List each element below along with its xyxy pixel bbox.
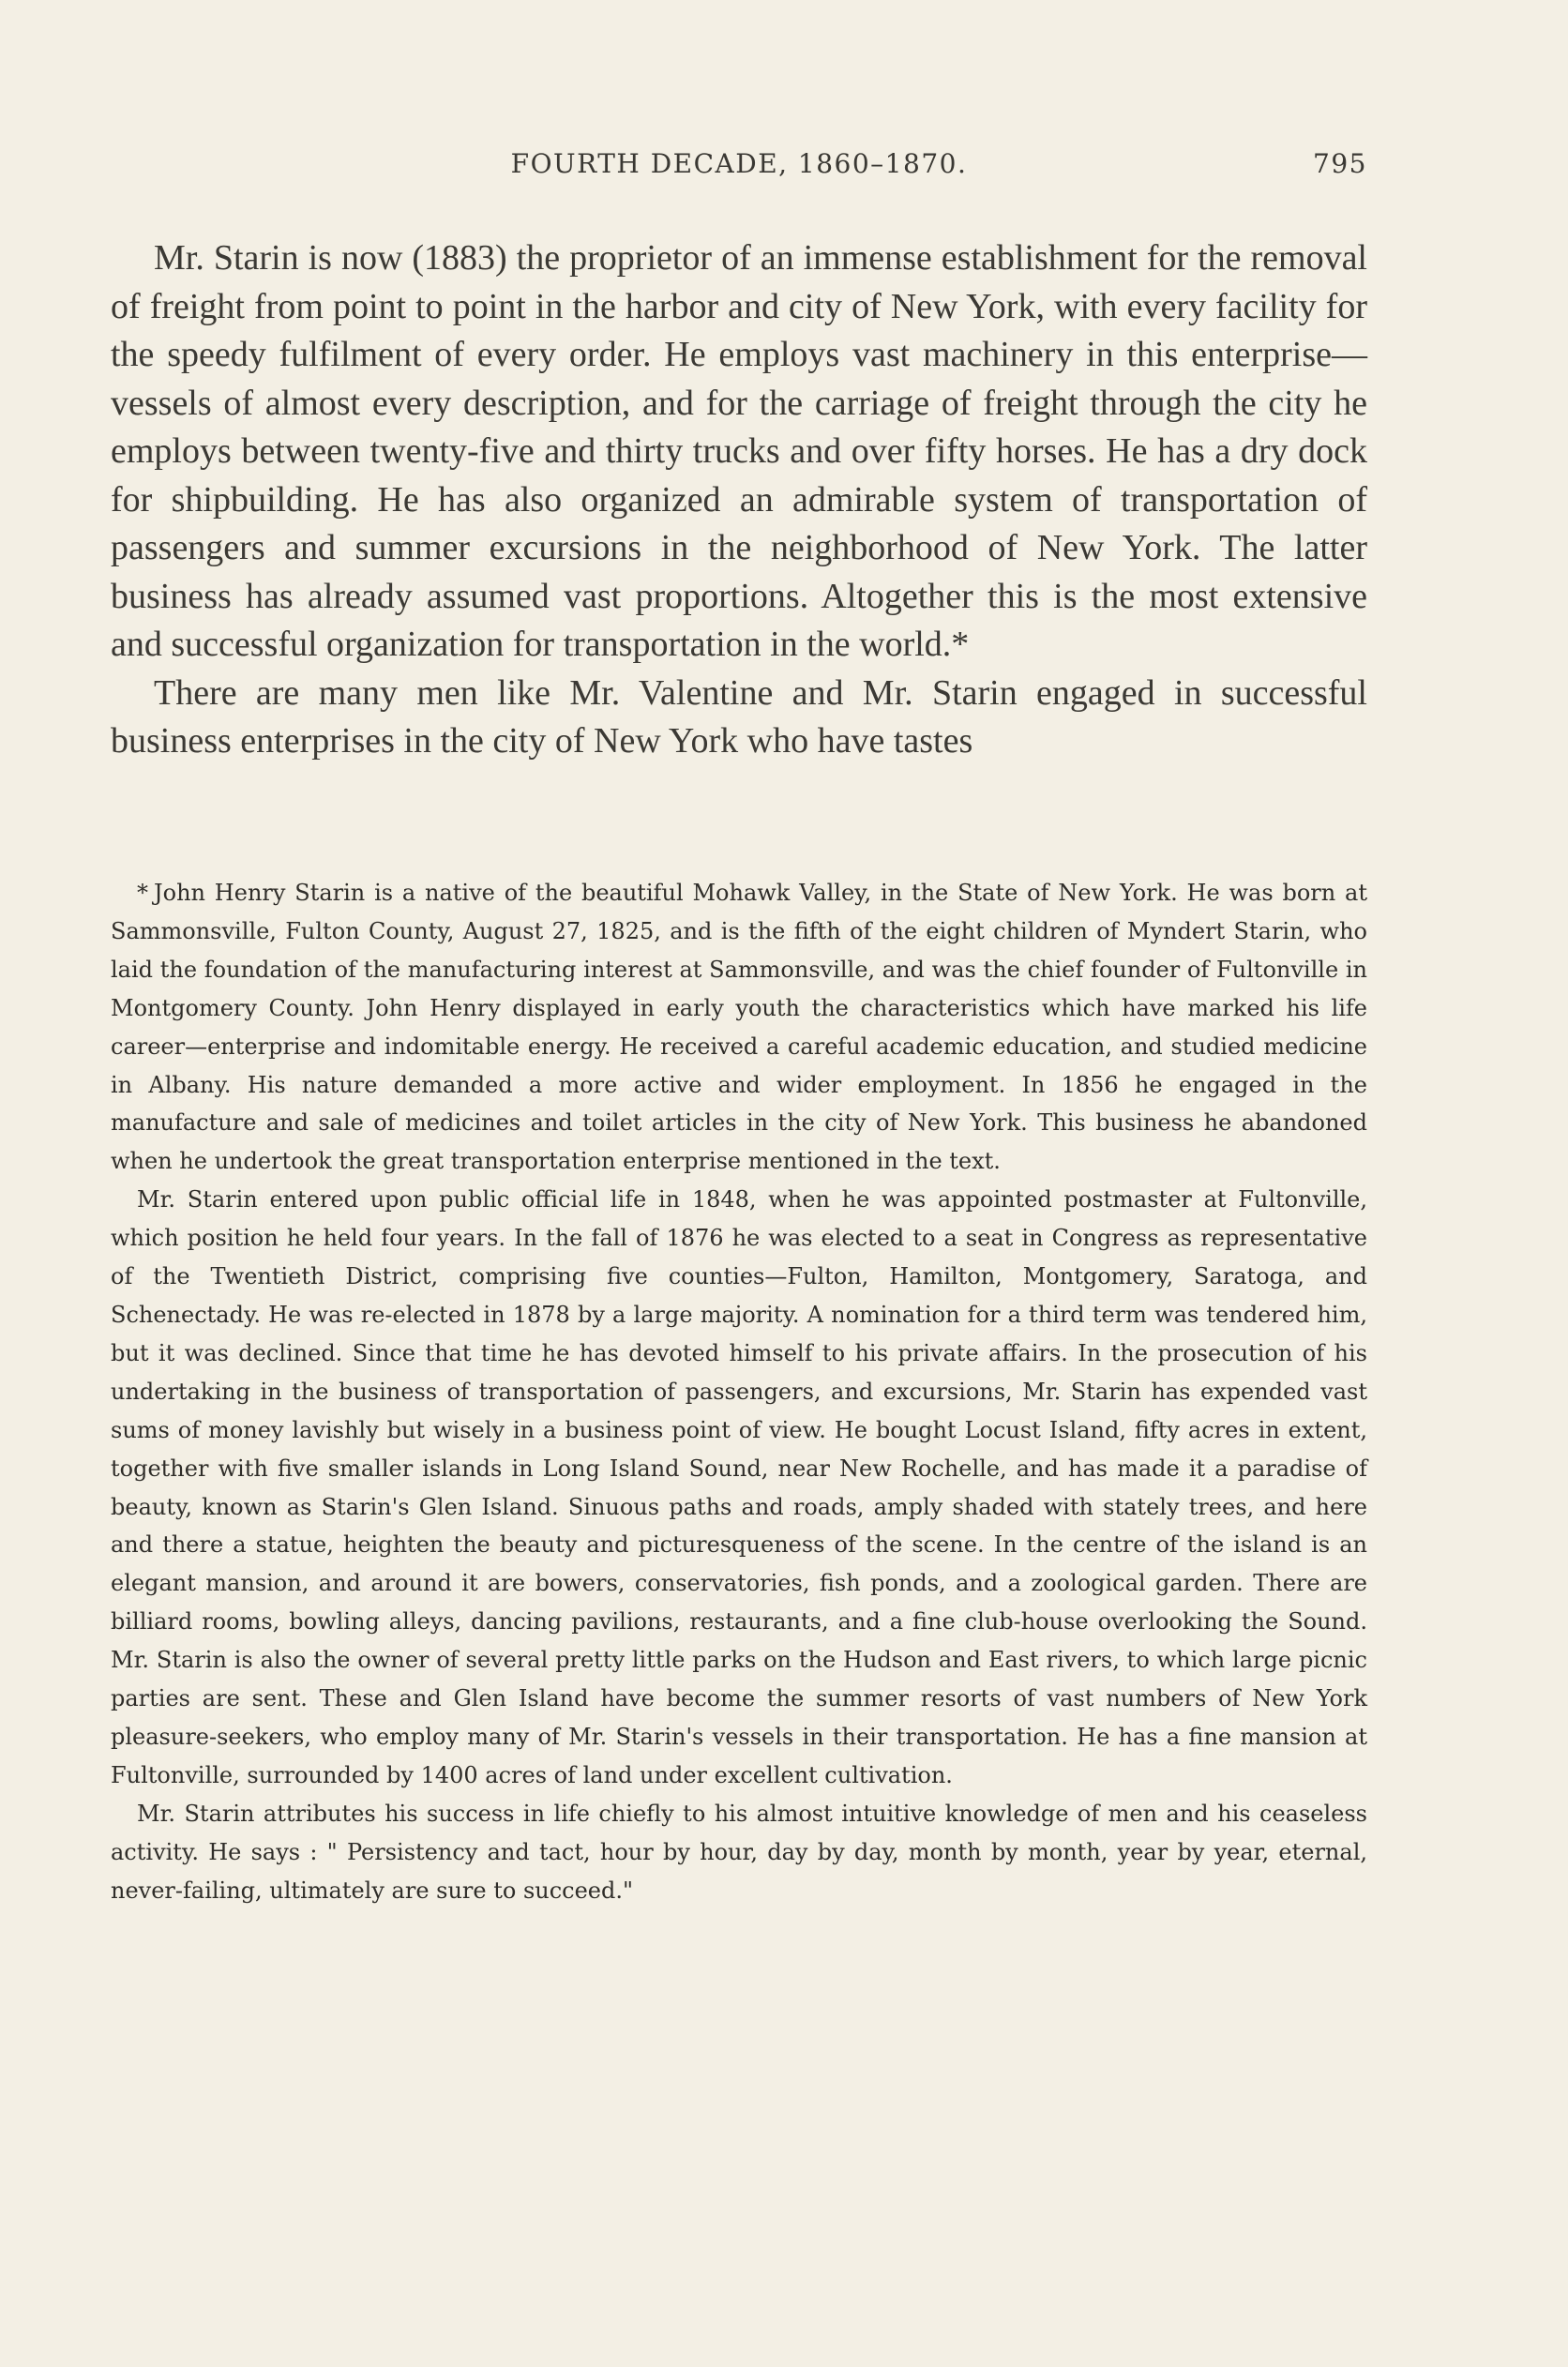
body-paragraph-2: There are many men like Mr. Valentine and Mr. Starin engaged in successful business enterprises in the city of New York who have tastes: [111, 672, 1367, 761]
footnote-paragraph-1: [111, 874, 1367, 1181]
running-head: FOURTH DECADE, 1860–1870.: [510, 148, 968, 179]
page-header: [111, 148, 1367, 193]
body-paragraph-1: Mr. Starin is now (1883) the proprietor of an immense establishment for the removal of freight from point to point in the harbor and city of New York, with every facility for the speedy fulfilment of every order. He employs vast machinery in this enterprise—vessels of almost every description, and for the carriage of freight through the city he employs between twenty-five and thirty trucks and over fifty horses. He has a dry dock for shipbuilding. He has also organized an admirable system of transportation of passengers and summer excursions in the neighborhood of New York. The latter business has already assumed vast proportions. Altogether this is the most extensive and successful organization for transportation in the world.*: [111, 238, 1367, 664]
main-text: [111, 234, 1367, 766]
page-number: 795: [1313, 148, 1367, 179]
footnote-paragraph-1-text: John Henry Starin is a native of the beautiful Mohawk Valley, in the State of New York. He was born at Sammonsville, Fulton County, August 27, 1825, and is the fifth of the eight children of Myndert Starin, who laid the foundation of the manufacturing interest at Sammonsville, and was the chief founder of Fultonville in Montgomery County. John Henry displayed in early youth the characteristics which have marked his life career—enterprise and indomitable energy. He received a careful academic education, and studied medicine in Albany. His nature demanded a more active and wider employment. In 1856 he engaged in the manufacture and sale of medicines and toilet articles in the city of New York. This business he abandoned when he undertook the great transportation enterprise mentioned in the text.: [111, 880, 1367, 1175]
footnote-paragraph-3: Mr. Starin attributes his success in life chiefly to his almost intuitive knowledge of men and his ceaseless activity. He says : " Persistency and tact, hour by hour, day by day, month by month, year by year, eternal, never-failing, ultimately are sure to succeed.": [111, 1800, 1367, 1904]
footnote-marker: *: [137, 880, 148, 906]
footnote: [111, 874, 1367, 1909]
footnote-paragraph-2: Mr. Starin entered upon public official life in 1848, when he was appointed postmaster at Fultonville, which position he held four years. In the fall of 1876 he was elected to a seat in Congress as representative of the Twentieth District, comprising five counties—Fulton, Hamilton, Montgomery, Saratoga, and Schenectady. He was re-elected in 1878 by a large majority. A nomination for a third term was tendered him, but it was declined. Since that time he has devoted himself to his private affairs. In the prosecution of his undertaking in the business of transportation of passengers, and excursions, Mr. Starin has expended vast sums of money lavishly but wisely in a business point of view. He bought Locust Island, fifty acres in extent, together with five smaller islands in Long Island Sound, near New Rochelle, and has made it a paradise of beauty, known as Starin's Glen Island. Sinuous paths and roads, amply shaded with stately trees, and here and there a statue, heighten the beauty and picturesqueness of the scene. In the centre of the island is an elegant mansion, and around it are bowers, conservatories, fish ponds, and a zoological garden. There are billiard rooms, bowling alleys, dancing pavilions, restaurants, and a fine club-house overlooking the Sound. Mr. Starin is also the owner of several pretty little parks on the Hudson and East rivers, to which large picnic parties are sent. These and Glen Island have become the summer resorts of vast numbers of New York pleasure-seekers, who employ many of Mr. Starin's vessels in their transportation. He has a fine mansion at Fultonville, surrounded by 1400 acres of land under excellent cultivation.: [111, 1186, 1367, 1788]
